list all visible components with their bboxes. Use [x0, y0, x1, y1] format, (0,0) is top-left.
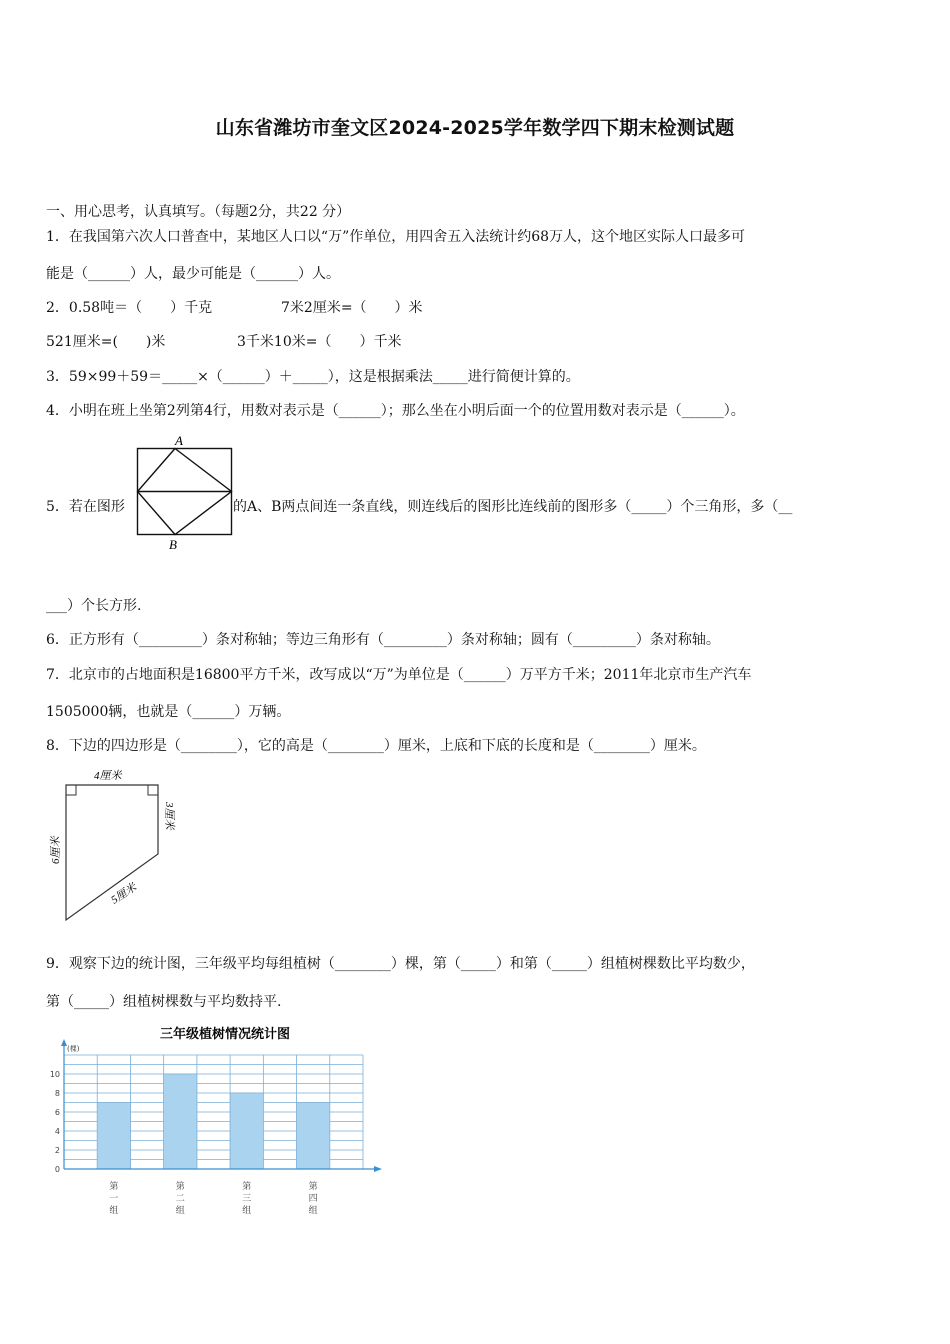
question-2-part-c: 521厘米=( )米	[46, 334, 166, 350]
left-length-label: 6厘米	[50, 836, 62, 864]
x-axis-arrow	[374, 1166, 382, 1172]
question-2-part-a: 2．0.58吨＝（ ）千克	[46, 300, 213, 316]
category-label: 四	[308, 1194, 318, 1204]
question-5-text: 的A、B两点间连一条直线，则连线后的图形比连线前的图形多（_____）个三角形，多（__	[233, 499, 793, 515]
question-2-part-b: 7米2厘米=（ ）米	[281, 300, 423, 316]
question-5-line-2: ___）个长方形.	[46, 598, 142, 614]
bar-group-4	[297, 1103, 330, 1170]
point-b-label: B	[169, 537, 177, 552]
question-9-line-1: 9．观察下边的统计图，三年级平均每组植树（________）棵，第（_____）和第（_____）组植树棵数比平均数少，	[46, 956, 755, 972]
category-label: 二	[175, 1194, 185, 1204]
page-title: 山东省潍坊市奎文区2024-2025学年数学四下期末检测试题	[215, 117, 735, 139]
question-1-line-1: 1．在我国第六次人口普查中，某地区人口以“万”作单位，用四舍五入法统计约68万人，这个地区实际人口最多可	[46, 229, 746, 245]
category-label: 组	[308, 1206, 318, 1216]
category-label: 组	[109, 1206, 119, 1216]
point-a-label: A	[175, 433, 183, 448]
question-1-line-2: 能是（______）人，最少可能是（______）人。	[46, 266, 340, 282]
section-heading: 一、用心思考，认真填写。（每题2分，共22 分）	[46, 204, 351, 220]
y-tick-label: 0	[54, 1165, 60, 1174]
category-label: 第	[308, 1182, 318, 1192]
y-tick-label: 8	[54, 1089, 60, 1098]
y-axis-unit: (棵)	[67, 1045, 80, 1053]
question-7-line-2: 1505000辆，也就是（______）万辆。	[46, 704, 291, 720]
chart-title: 三年级植树情况统计图	[159, 1027, 291, 1042]
question-2-part-d: 3千米10米=（ ）千米	[237, 334, 402, 350]
question-9-line-2: 第（_____）组植树棵数与平均数持平.	[46, 994, 282, 1010]
category-label: 一	[109, 1194, 119, 1204]
y-axis-arrow	[61, 1039, 67, 1046]
trapezoid-figure	[44, 764, 194, 924]
chart-tick-labels	[50, 1070, 60, 1174]
category-label: 第	[242, 1182, 252, 1192]
chart-category-labels	[109, 1180, 317, 1216]
question-7-line-1: 7．北京市的占地面积是16800平方千米，改写成以“万”为单位是（______）万平方千米；2011年北京市生产汽车	[46, 667, 752, 683]
category-label: 组	[175, 1206, 185, 1216]
category-label: 组	[242, 1206, 252, 1216]
right-angle-left	[66, 785, 76, 795]
bar-group-2	[164, 1074, 197, 1169]
category-label: 第	[175, 1182, 185, 1192]
question-3: 3．59×99＋59＝_____×（______）＋_____），这是根据乘法_____进行简便计算的。	[46, 369, 580, 385]
y-tick-label: 2	[54, 1146, 60, 1155]
y-tick-label: 10	[49, 1070, 60, 1079]
question-4: 4．小明在班上坐第2列第4行，用数对表示是（______）；那么坐在小明后面一个的位置用数对表示是（______）。	[46, 403, 745, 419]
bar-group-1	[97, 1103, 130, 1170]
y-tick-label: 4	[54, 1127, 60, 1136]
right-length-label: 3厘米	[163, 802, 175, 830]
category-label: 三	[242, 1194, 252, 1204]
right-angle-right	[148, 785, 158, 795]
y-tick-label: 6	[54, 1108, 60, 1117]
bar-group-3	[230, 1093, 263, 1169]
rectangle-diagonal-figure	[135, 430, 235, 552]
question-6: 6．正方形有（_________）条对称轴；等边三角形有（_________）条对称轴；圆有（_________）条对称轴。	[46, 632, 720, 648]
question-8: 8．下边的四边形是（________），它的高是（________）厘米，上底和下底的长度和是（________）厘米。	[46, 738, 706, 754]
slant-length-label: 5厘米	[109, 881, 139, 907]
question-5-prefix: 5．若在图形	[46, 499, 125, 515]
top-length-label: 4厘米	[94, 770, 122, 782]
category-label: 第	[109, 1182, 119, 1192]
tree-planting-bar-chart	[40, 1020, 400, 1220]
